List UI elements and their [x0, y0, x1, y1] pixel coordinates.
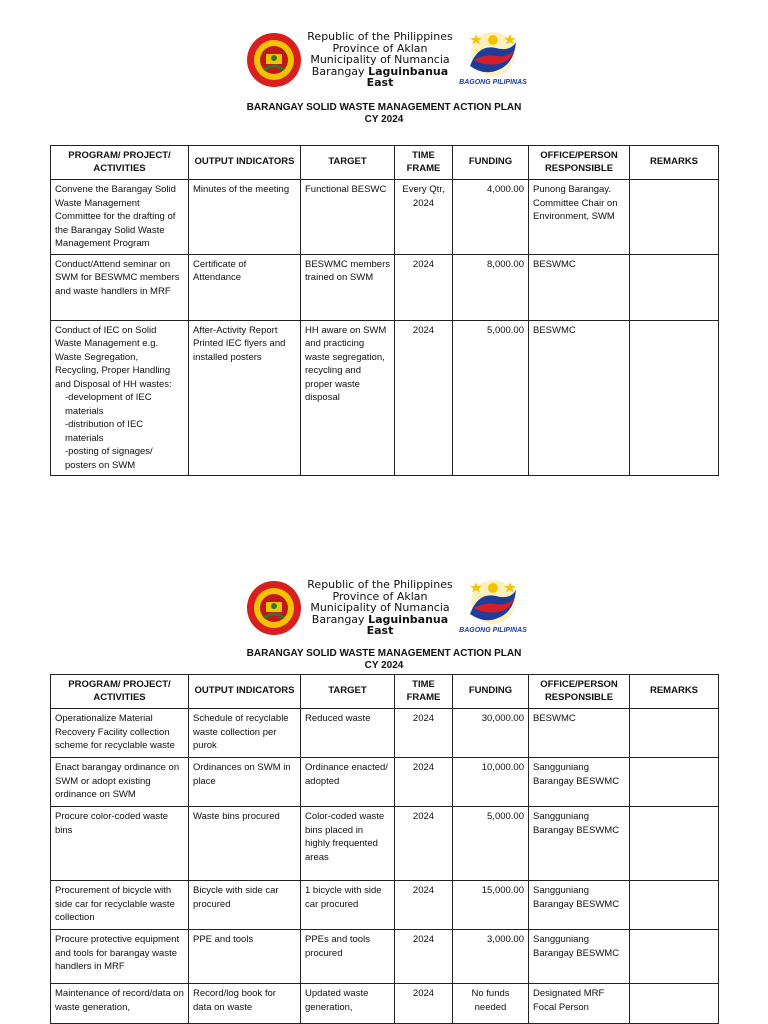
cell-funding: 5,000.00	[453, 807, 529, 881]
letterhead-line3: Municipality of Numancia	[310, 53, 450, 66]
header-remarks: REMARKS	[630, 146, 719, 180]
cell-office: Sangguniang Barangay BESWMC	[529, 807, 630, 881]
cell-program: Procurement of bicycle with side car for recyclable waste collection	[51, 881, 189, 930]
cell-office: Sangguniang Barangay BESWMC	[529, 758, 630, 807]
cell-program	[51, 320, 189, 476]
cell-funding: 30,000.00	[453, 709, 529, 758]
title-line: BARANGAY SOLID WASTE MANAGEMENT ACTION PLAN	[246, 648, 522, 659]
cell-target: 1 bicycle with side car procured	[301, 881, 395, 930]
barangay-seal-logo	[246, 32, 302, 88]
cell-program: Convene the Barangay Solid Waste Management Committee for the drafting of the Barangay Solid Waste Management Program	[51, 180, 189, 255]
header-program: PROGRAM/ PROJECT/ ACTIVITIES	[51, 146, 189, 180]
action-plan-table-1	[50, 145, 719, 476]
letterhead-line1: Republic of the Philippines	[307, 578, 453, 591]
table-row	[51, 881, 719, 930]
cell-output: Schedule of recyclable waste collection per purok	[189, 709, 301, 758]
cell-time: 2024	[395, 254, 453, 320]
barangay-name: Laguinbanua East	[366, 612, 449, 637]
cell-office: Sangguniang Barangay BESWMC	[529, 881, 630, 930]
year-line: CY 2024	[364, 660, 404, 671]
cell-funding: 5,000.00	[453, 320, 529, 476]
bagong-pilipinas-logo	[458, 26, 528, 88]
cell-output: Certificate of Attendance	[189, 254, 301, 320]
cell-funding: 4,000.00	[453, 180, 529, 255]
table-row	[51, 180, 719, 255]
cell-output: Ordinances on SWM in place	[189, 758, 301, 807]
barangay-seal-logo	[246, 580, 302, 636]
cell-remarks	[630, 254, 719, 320]
cell-time: 2024	[395, 930, 453, 984]
cell-office: Sangguniang Barangay BESWMC	[529, 930, 630, 984]
letterhead-text	[300, 579, 460, 637]
header-funding: FUNDING	[453, 675, 529, 709]
cell-program: Procure color-coded waste bins	[51, 807, 189, 881]
cell-office: BESWMC	[529, 320, 630, 476]
header-office: OFFICE/PERSON RESPONSIBLE	[529, 675, 630, 709]
document-title	[0, 648, 768, 672]
cell-program: Operationalize Material Recovery Facility collection scheme for recyclable waste	[51, 709, 189, 758]
barangay-prefix: Barangay	[311, 612, 369, 626]
letterhead	[0, 576, 768, 640]
table-row	[51, 254, 719, 320]
table-row	[51, 758, 719, 807]
cell-program: Maintenance of record/data on waste generation,	[51, 984, 189, 1024]
cell-remarks	[630, 758, 719, 807]
cell-office: Punong Barangay. Committee Chair on Environment, SWM	[529, 180, 630, 255]
letterhead-line2: Province of Aklan	[332, 589, 428, 603]
header-office: OFFICE/PERSON RESPONSIBLE	[529, 146, 630, 180]
svg-text:BAGONG PILIPINAS: BAGONG PILIPINAS	[459, 627, 527, 634]
header-target: TARGET	[301, 675, 395, 709]
header-remarks: REMARKS	[630, 675, 719, 709]
svg-text:BAGONG PILIPINAS: BAGONG PILIPINAS	[459, 79, 527, 86]
cell-output: Record/log book for data on waste	[189, 984, 301, 1024]
barangay-name: Laguinbanua East	[366, 64, 449, 89]
table-header-row	[51, 675, 719, 709]
cell-output: PPE and tools	[189, 930, 301, 984]
cell-funding: 8,000.00	[453, 254, 529, 320]
letterhead-line2: Province of Aklan	[332, 41, 428, 55]
cell-target: HH aware on SWM and practicing waste segregation, recycling and proper waste disposal	[301, 320, 395, 476]
bagong-pilipinas-logo	[458, 574, 528, 636]
title-line: BARANGAY SOLID WASTE MANAGEMENT ACTION PLAN	[246, 102, 522, 113]
document-page-1	[0, 0, 768, 471]
cell-output: Waste bins procured	[189, 807, 301, 881]
cell-time: 2024	[395, 881, 453, 930]
letterhead-line4	[300, 66, 460, 89]
program-main: Conduct of IEC on Solid Waste Management e.g. Waste Segregation, Recycling, Proper Handling and Disposal of HH wastes:	[55, 324, 172, 390]
cell-remarks	[630, 807, 719, 881]
cell-remarks	[630, 320, 719, 476]
cell-remarks	[630, 930, 719, 984]
cell-output: Minutes of the meeting	[189, 180, 301, 255]
cell-office: BESWMC	[529, 254, 630, 320]
year-line: CY 2024	[364, 114, 404, 125]
cell-remarks	[630, 984, 719, 1024]
program-sub-item: -development of IEC materials	[65, 392, 152, 417]
header-time-frame: TIME FRAME	[395, 146, 453, 180]
letterhead-line3: Municipality of Numancia	[310, 601, 450, 614]
cell-program: Procure protective equipment and tools for barangay waste handlers in MRF	[51, 930, 189, 984]
header-funding: FUNDING	[453, 146, 529, 180]
program-sub-item: -distribution of IEC materials	[65, 419, 144, 444]
header-output: OUTPUT INDICATORS	[189, 146, 301, 180]
document-title	[0, 102, 768, 126]
header-program: PROGRAM/ PROJECT/ ACTIVITIES	[51, 675, 189, 709]
cell-time: 2024	[395, 984, 453, 1024]
letterhead	[0, 28, 768, 92]
cell-program: Enact barangay ordinance on SWM or adopt existing ordinance on SWM	[51, 758, 189, 807]
cell-time: Every Qtr, 2024	[395, 180, 453, 255]
cell-time: 2024	[395, 758, 453, 807]
cell-program: Conduct/Attend seminar on SWM for BESWMC members and waste handlers in MRF	[51, 254, 189, 320]
table-row	[51, 320, 719, 476]
cell-funding: 10,000.00	[453, 758, 529, 807]
action-plan-table-2	[50, 674, 719, 1024]
letterhead-line4	[300, 614, 460, 637]
cell-target: Updated waste generation,	[301, 984, 395, 1024]
table-row	[51, 930, 719, 984]
cell-target: Functional BESWC	[301, 180, 395, 255]
table-header-row	[51, 146, 719, 180]
letterhead-text	[300, 31, 460, 89]
table-row	[51, 807, 719, 881]
cell-time: 2024	[395, 807, 453, 881]
cell-output: Bicycle with side car procured	[189, 881, 301, 930]
cell-remarks	[630, 881, 719, 930]
cell-funding: 3,000.00	[453, 930, 529, 984]
barangay-prefix: Barangay	[311, 64, 369, 78]
table-row	[51, 984, 719, 1024]
cell-office: BESWMC	[529, 709, 630, 758]
cell-remarks	[630, 709, 719, 758]
cell-funding: No funds needed	[453, 984, 529, 1024]
table-row	[51, 709, 719, 758]
cell-target: Reduced waste	[301, 709, 395, 758]
cell-target: Color-coded waste bins placed in highly frequented areas	[301, 807, 395, 881]
cell-office: Designated MRF Focal Person	[529, 984, 630, 1024]
cell-remarks	[630, 180, 719, 255]
program-sub-item: -posting of signages/ posters on SWM	[65, 446, 153, 471]
cell-time: 2024	[395, 709, 453, 758]
cell-output: After-Activity Report Printed IEC flyers and installed posters	[189, 320, 301, 476]
header-output: OUTPUT INDICATORS	[189, 675, 301, 709]
letterhead-line1: Republic of the Philippines	[307, 30, 453, 43]
cell-target: PPEs and tools procured	[301, 930, 395, 984]
cell-funding: 15,000.00	[453, 881, 529, 930]
cell-target: Ordinance enacted/ adopted	[301, 758, 395, 807]
cell-target: BESWMC members trained on SWM	[301, 254, 395, 320]
document-page-2	[0, 548, 768, 1013]
header-target: TARGET	[301, 146, 395, 180]
header-time-frame: TIME FRAME	[395, 675, 453, 709]
cell-time: 2024	[395, 320, 453, 476]
